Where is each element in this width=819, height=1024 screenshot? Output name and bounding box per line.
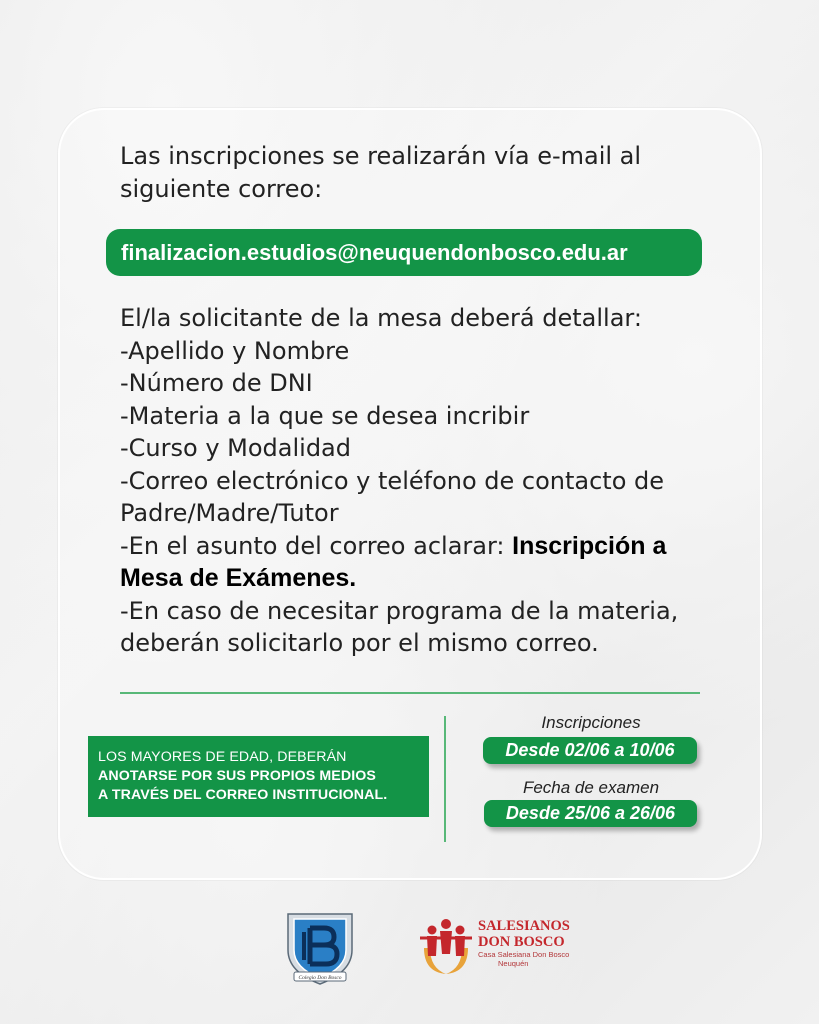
list-item: -Correo electrónico y teléfono de contacto de (120, 466, 665, 495)
list-item: -En caso de necesitar programa de la materia, (120, 596, 679, 625)
list-item: -Materia a la que se desea incribir (120, 401, 530, 430)
exam-date-label: Fecha de examen (522, 778, 660, 797)
adults-notice-line-1: LOS MAYORES DE EDAD, DEBERÁN (98, 749, 347, 765)
inscriptions-date-badge: Desde 02/06 a 10/06 (483, 737, 697, 764)
adults-notice-box (88, 736, 429, 817)
salesianos-title-1: SALESIANOS (478, 918, 570, 934)
adults-notice-line-2: ANOTARSE POR SUS PROPIOS MEDIOS (98, 768, 376, 784)
subject-bold-2: Mesa de Exámenes. (120, 564, 357, 592)
list-item: deberán solicitarlo por el mismo correo. (120, 629, 599, 657)
list-item: Padre/Madre/Tutor (120, 499, 339, 527)
list-item: -Curso y Modalidad (120, 434, 351, 462)
salesianos-icon (416, 914, 476, 976)
list-item: -Apellido y Nombre (120, 336, 350, 365)
salesianos-title-2: DON BOSCO (478, 934, 565, 950)
horizontal-divider (120, 692, 700, 694)
inscriptions-label: Inscripciones (541, 713, 641, 732)
salesianos-subtitle: Casa Salesiana Don Bosco (478, 950, 570, 959)
list-item: -Número de DNI (120, 369, 313, 397)
list-item-subject-cont (120, 562, 720, 595)
intro-line-1: Las inscripciones se realizarán vía e-mail al (120, 142, 642, 170)
list-item-subject (120, 530, 720, 563)
exam-date-badge: Desde 25/06 a 26/06 (484, 800, 697, 827)
salesianos-city: Neuquén (498, 959, 529, 968)
colegio-don-bosco-logo (280, 908, 360, 988)
subject-bold-1: Inscripción a (512, 531, 667, 560)
salesianos-logo-text (478, 918, 588, 968)
vertical-divider (444, 716, 446, 842)
requirements-heading: El/la solicitante de la mesa deberá detallar: (120, 304, 642, 332)
requirements-list (120, 302, 720, 660)
subject-prefix: -En el asunto del correo aclarar: (120, 531, 513, 560)
colegio-logo-text: Colegio Don Bosco (298, 975, 342, 981)
email-address-badge[interactable]: finalizacion.estudios@neuquendonbosco.edu.ar (106, 229, 702, 276)
adults-notice-line-3: A TRAVÉS DEL CORREO INSTITUCIONAL. (98, 787, 388, 803)
intro-line-2: siguiente correo: (120, 175, 323, 203)
intro-text (120, 140, 720, 206)
